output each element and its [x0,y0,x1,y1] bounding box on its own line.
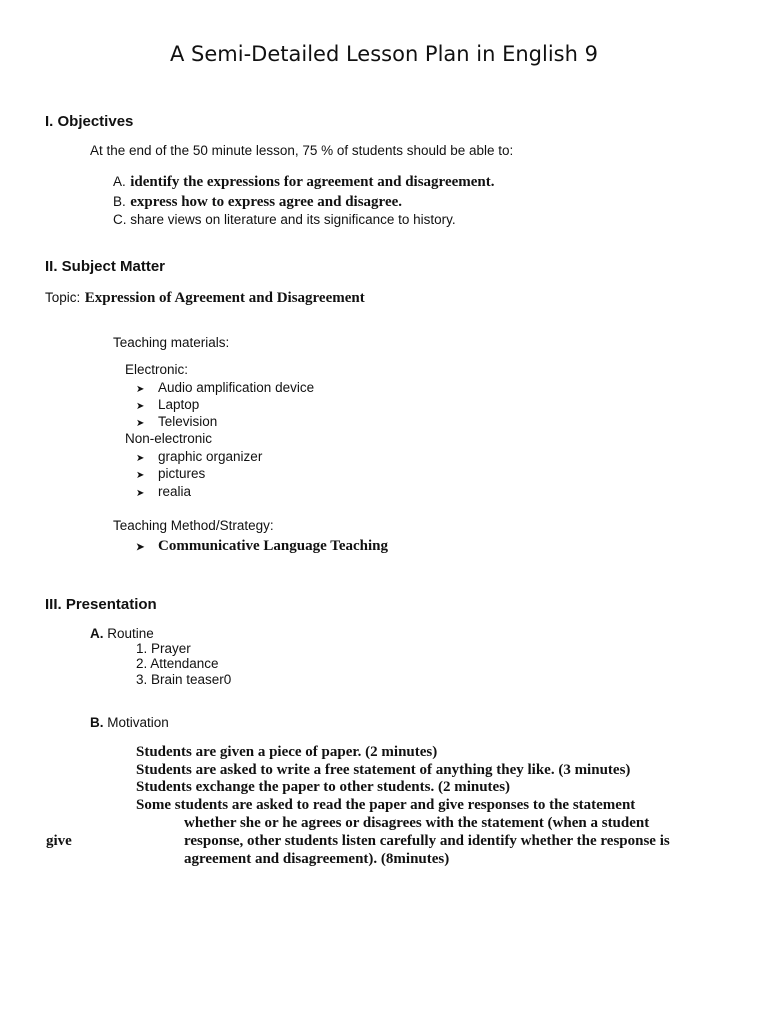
subject-matter-heading: II. Subject Matter [45,258,166,275]
motivation-label: Motivation [107,715,169,730]
arrow-bullet-icon: ➤ [136,542,145,553]
presentation-heading: III. Presentation [45,596,157,613]
teaching-method-item: ➤ Communicative Language Teaching [136,538,389,554]
motivation-letter: B. [90,715,104,730]
list-item: ➤ graphic organizer [136,449,263,464]
list-item: 1. Prayer [136,641,191,656]
list-item: 2. Attendance [136,656,219,671]
arrow-bullet-icon: ➤ [136,384,145,395]
motivation-line: response, other students listen carefully and identify whether the response is [184,833,670,849]
arrow-bullet-icon: ➤ [136,488,145,499]
objective-item-c [113,212,456,227]
topic-line [45,289,365,307]
teaching-method-label: Teaching Method/Strategy: [113,518,274,533]
arrow-bullet-icon: ➤ [136,401,145,412]
arrow-bullet-icon: ➤ [136,470,145,481]
topic-value: Expression of Agreement and Disagreement [84,290,365,306]
objective-text: express how to express agree and disagree. [130,194,403,210]
motivation-line: Some students are asked to read the paper and give responses to the statement [136,797,636,813]
teaching-materials-label: Teaching materials: [113,335,230,350]
topic-label: Topic: [45,290,81,305]
objectives-heading: I. Objectives [45,113,134,130]
objective-letter: C. [113,212,127,227]
motivation-line: Students are asked to write a free statement of anything they like. (3 minutes) [136,762,631,778]
motivation-line: Students exchange the paper to other students. (2 minutes) [136,779,511,795]
objective-letter: A. [113,174,126,189]
routine-label: Routine [107,626,154,641]
objective-text: identify the expressions for agreement and disagreement. [130,174,495,190]
motivation-heading [90,715,169,730]
routine-heading [90,626,154,641]
objective-letter: B. [113,194,126,209]
list-item: ➤ realia [136,484,192,499]
page-title: A Semi-Detailed Lesson Plan in English 9 [170,42,598,66]
list-item: ➤ Laptop [136,397,200,412]
non-electronic-label: Non-electronic [125,431,213,446]
objective-item-a [113,173,495,191]
motivation-line: Students are given a piece of paper. (2 minutes) [136,744,438,760]
objective-item-b [113,193,402,211]
electronic-label: Electronic: [125,362,189,377]
objectives-intro: At the end of the 50 minute lesson, 75 % of students should be able to: [90,143,514,158]
objective-text: share views on literature and its significance to history. [130,212,456,227]
list-item: ➤ Audio amplification device [136,380,315,395]
motivation-line: whether she or he agrees or disagrees with the statement (when a student [184,815,650,831]
arrow-bullet-icon: ➤ [136,418,145,429]
stray-word: give [46,833,72,849]
list-item: ➤ Television [136,414,218,429]
motivation-line: agreement and disagreement). (8minutes) [184,851,450,867]
routine-letter: A. [90,626,104,641]
list-item: ➤ pictures [136,466,206,481]
arrow-bullet-icon: ➤ [136,453,145,464]
list-item: 3. Brain teaser0 [136,672,232,687]
